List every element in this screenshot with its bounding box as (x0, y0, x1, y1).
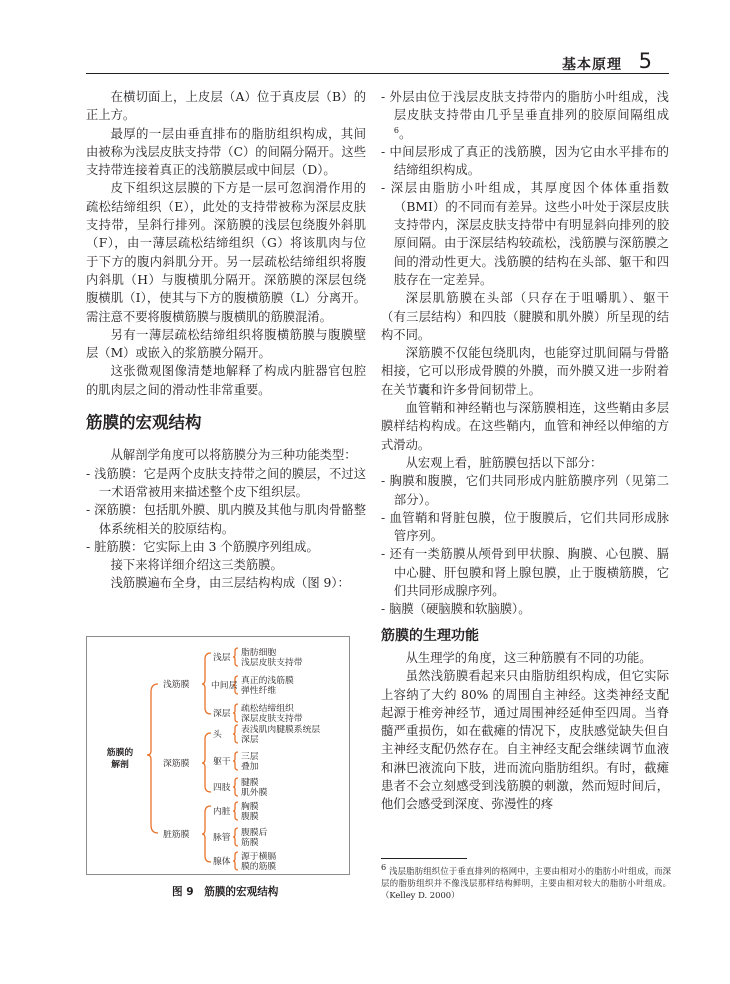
item-label: 浅层 (213, 653, 231, 663)
list-item: - 脑膜（硬脑膜和软脑膜）。 (381, 602, 531, 617)
paragraph: 皮下组织这层膜的下方是一层可忽润滑作用的疏松结缔组织（E），此处的支持带被称为深层皮肤支持带，呈斜行排列。深筋膜的浅层包绕腹外斜肌（F），由一薄层疏松结缔组织（G）将该肌肉与位于下方的腹内斜肌分开。另一层疏松结缔组织将腹内斜肌（H）与腹横肌分隔开。深筋膜的深层包绕腹横肌（I），使其与下方的腹横筋膜（L）分离开。需注意不要将腹横筋膜与腹横肌的筋膜混淆。 (86, 181, 366, 324)
list-item: - 深筋膜：包括肌外膜、肌内膜及其他与肌肉骨骼整体系统相关的胶原结构。 (86, 503, 366, 536)
list-item: - 浅筋膜：它是两个皮肤支持带之间的膜层，不过这一术语常被用来描述整个皮下组织层。 (86, 466, 366, 499)
footnote-reference: 6 (393, 125, 399, 135)
detail-text: 源于横膈 (241, 852, 277, 862)
list-item: - 脏筋膜：它实际上由 3 个筋膜序列组成。 (86, 539, 319, 554)
paragraph: 这张微观图像清楚地解释了构成内脏器官包腔的肌肉层之间的滑动性非常重要。 (86, 364, 366, 397)
detail-text: 深层皮肤支持带 (241, 714, 303, 724)
footnote: 6 浅层脂肪组织位于垂直排列的格网中，主要由相对小的脂肪小叶组成，而深层的脂肪组织并不像浅层那样结构鲜明，主要由相对较大的脂肪小叶组成。（Kelley D. 2000） (381, 862, 671, 901)
paragraph: 深筋膜不仅能包绕肌肉，也能穿过肌间隔与骨骼相接，它可以形成骨膜的外膜，而外膜又进一步附着在关节囊和许多骨间韧带上。 (381, 346, 669, 397)
list-item: - 胸膜和腹膜，它们共同形成内脏筋膜序列（见第二部分）。 (381, 474, 669, 507)
right-column (381, 88, 669, 814)
footnote-mark: 6 (381, 862, 387, 873)
detail-text: 腱膜 (241, 778, 259, 788)
group-label-deep: 深筋膜 (163, 759, 190, 769)
item-label: 躯干 (213, 757, 231, 767)
detail-text: 叠加 (241, 762, 259, 772)
detail-text: 深层 (241, 735, 259, 745)
list-item: - 深层由脂肪小叶组成，其厚度因个体体重指数（BMI）的不同而有差异。这些小叶处于深层皮肤支持带内，深层皮肤支持带中有明显斜向排列的胶原间隔。由于深层结构较疏松，浅筋膜与深筋膜之间的滑动性更大。浅筋膜的结构在头部、躯干和四肢存在一定差异。 (381, 181, 669, 287)
brace-visceral (202, 806, 211, 862)
list-item: - 还有一类筋膜从颅骨到甲状腺、胸膜、心包膜、膈中心腱、肝包膜和肾上腺包膜，止于腹横筋膜，它们共同形成腺序列。 (381, 547, 669, 599)
detail-text: 浅层皮肤支持带 (241, 658, 303, 668)
page-number: 5 (638, 49, 652, 73)
paragraph: 从生理学的角度，这三种筋膜有不同的功能。 (405, 650, 652, 665)
list-item: - 中间层形成了真正的浅筋膜，因为它由水平排布的结缔组织构成。 (381, 144, 669, 178)
diagram-root-label: 筋膜的解剖 (106, 748, 134, 770)
item-label: 深层 (213, 709, 231, 719)
detail-text: 疏松结缔组织 (241, 704, 294, 714)
header-rule (86, 73, 669, 74)
detail-text: 真正的浅筋膜 (241, 676, 294, 686)
paragraph: 从宏观上看，脏筋膜包括以下部分： (405, 455, 603, 470)
paragraph: 最厚的一层由垂直排布的脂肪组织构成，其间由被称为浅层皮肤支持带（C）的间隔分隔开。这些支持带连接着真正的浅筋膜层或中间层（D）。 (86, 126, 366, 178)
paragraph: 另有一薄层疏松结缔组织将腹横筋膜与腹膜壁层（M）或嵌入的浆筋膜分隔开。 (86, 327, 366, 361)
group-label-superficial: 浅筋膜 (163, 680, 190, 690)
item-label: 内脏 (213, 807, 231, 817)
item-label: 头 (213, 730, 222, 740)
detail-text: 三层 (241, 752, 259, 762)
detail-text: 表浅肌肉腱膜系统层 (241, 725, 321, 735)
detail-text: 弹性纤维 (241, 686, 277, 696)
detail-text: 腹膜后 (241, 828, 268, 838)
paragraph: 浅筋膜遍布全身，由三层结构构成（图 9）： (110, 576, 350, 591)
left-column (86, 88, 366, 593)
detail-text: 腹膜 (241, 812, 259, 822)
item-label: 脉管 (213, 833, 231, 843)
item-label: 四肢 (213, 783, 231, 793)
group-label-visceral: 脏筋膜 (163, 830, 190, 840)
section-heading-macro-structure: 筋膜的宏观结构 (86, 413, 202, 433)
section-heading-physiology: 筋膜的生理功能 (381, 627, 479, 644)
paragraph: 接下来将详细介绍这三类筋膜。 (110, 558, 283, 573)
detail-text: 肌外膜 (241, 788, 268, 798)
paragraph: 从解剖学角度可以将筋膜分为三种功能类型： (110, 448, 357, 463)
brace-root (147, 684, 158, 833)
figure-9-diagram (86, 636, 350, 875)
detail-text: 膜的筋膜 (241, 862, 277, 872)
footnote-rule (381, 858, 467, 859)
detail-text: 筋膜 (241, 838, 259, 848)
detail-text: 脂肪细胞 (241, 648, 277, 658)
paragraph: 虽然浅筋膜看起来只由脂肪组织构成，但它实际上容纳了大约 80% 的周围自主神经。这类神经支配起源于椎旁神经节，通过周围神经延伸至四周。当脊髓严重损伤，如在截瘫的情况下，皮肤感觉缺失但自主神经支配仍然存在。自主神经支配会继续调节血液和淋巴液流向下肢，进而流向脂肪组织。有时，截瘫患者不会立刻感受到浅筋膜的刺激，然而短时间后，他们会感受到深度、弥漫性的疼 (381, 669, 669, 812)
paragraph: 深层肌筋膜在头部（只存在于咀嚼肌）、躯干（有三层结构）和四肢（腱膜和肌外膜）所呈现的结构不同。 (381, 291, 669, 342)
paragraph: 在横切面上，上皮层（A）位于真皮层（B）的正上方。 (86, 90, 366, 123)
item-label: 腺体 (213, 857, 231, 867)
brace-superficial (202, 653, 211, 714)
list-item: - 血管鞘和肾脏包膜，位于腹膜后，它们共同形成脉管序列。 (381, 510, 669, 544)
item-label: 中间层 (211, 681, 238, 691)
running-header-title: 基本原理 (562, 57, 622, 73)
list-item: - 外层由位于浅层皮肤支持带内的脂肪小叶组成，浅层皮肤支持带由几乎呈垂直排列的胶原间隔组成$^6$。 (381, 90, 669, 141)
detail-text: 胸膜 (241, 802, 259, 812)
paragraph: 血管鞘和神经鞘也与深筋膜相连，这些鞘由多层膜样结构构成。在这些鞘内，血管和神经以伸缩的方式滑动。 (381, 401, 669, 452)
brace-deep (202, 733, 211, 792)
figure-caption: 图 9 筋膜的宏观结构 (172, 886, 279, 898)
